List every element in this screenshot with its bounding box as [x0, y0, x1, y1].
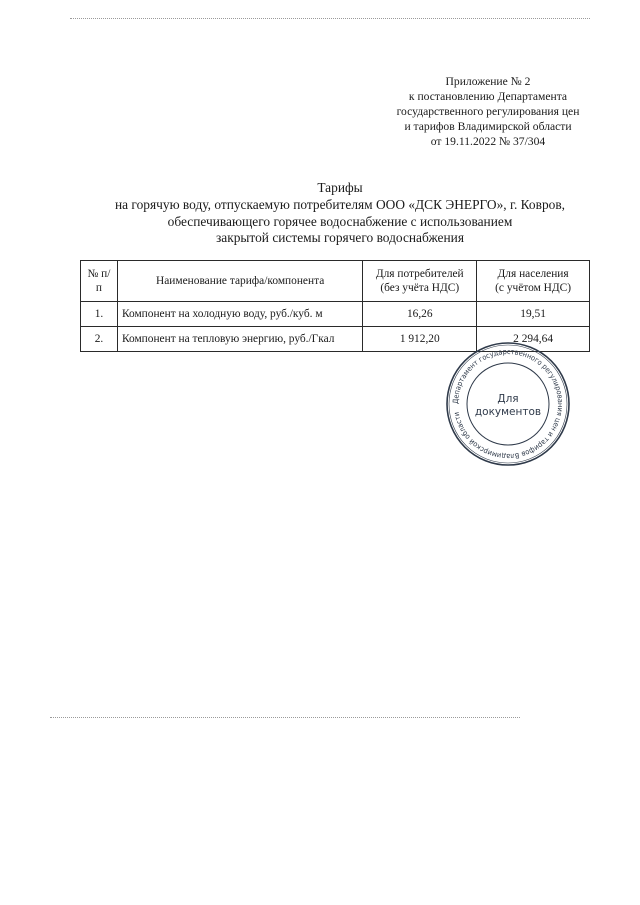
tariff-table	[80, 260, 590, 352]
table-header-row	[81, 261, 590, 302]
seal-ring-text: Департамент государственного регулирования цен и тарифов Владимирской области	[450, 346, 566, 462]
header-population-line: (с учётом НДС)	[495, 282, 572, 294]
cell-population: 2 294,64	[477, 327, 590, 352]
title-line: на горячую воду, отпускаемую потребителям ООО «ДСК ЭНЕРГО», г. Ковров,	[114, 196, 566, 212]
table-row	[81, 302, 590, 327]
title-heading: Тарифы	[317, 180, 363, 195]
scan-artifact-top	[70, 18, 590, 19]
cell-consumers: 16,26	[363, 302, 477, 327]
document-title	[60, 180, 620, 247]
header-population-line: Для населения	[497, 268, 569, 280]
header-num: № п/п	[81, 261, 118, 302]
appendix-line: Приложение № 2	[445, 75, 531, 88]
seal-center-line: документов	[474, 406, 542, 418]
cell-population: 19,51	[477, 302, 590, 327]
seal-center-line: Для	[497, 393, 519, 405]
cell-num: 1.	[81, 302, 118, 327]
official-seal-stamp	[444, 340, 572, 468]
appendix-line: к постановлению Департамента	[408, 90, 568, 103]
title-line: закрытой системы горячего водоснабжения	[216, 230, 464, 246]
scan-artifact-bottom	[50, 717, 520, 718]
header-consumers-line: (без учёта НДС)	[380, 282, 460, 294]
header-consumers-line: Для потребителей	[375, 268, 464, 280]
title-line: обеспечивающего горячее водоснабжение с использованием	[167, 213, 513, 229]
header-name: Наименование тарифа/компонента	[117, 261, 362, 302]
cell-num: 2.	[81, 327, 118, 352]
appendix-line: и тарифов Владимирской области	[404, 120, 572, 133]
appendix-line: от 19.11.2022 № 37/304	[430, 135, 546, 148]
cell-name: Компонент на холодную воду, руб./куб. м	[117, 302, 362, 327]
cell-consumers: 1 912,20	[363, 327, 477, 352]
header-population	[477, 261, 590, 302]
appendix-note	[378, 74, 598, 149]
header-consumers	[363, 261, 477, 302]
appendix-line: государственного регулирования цен	[396, 105, 580, 118]
cell-name: Компонент на тепловую энергию, руб./Гкал	[117, 327, 362, 352]
